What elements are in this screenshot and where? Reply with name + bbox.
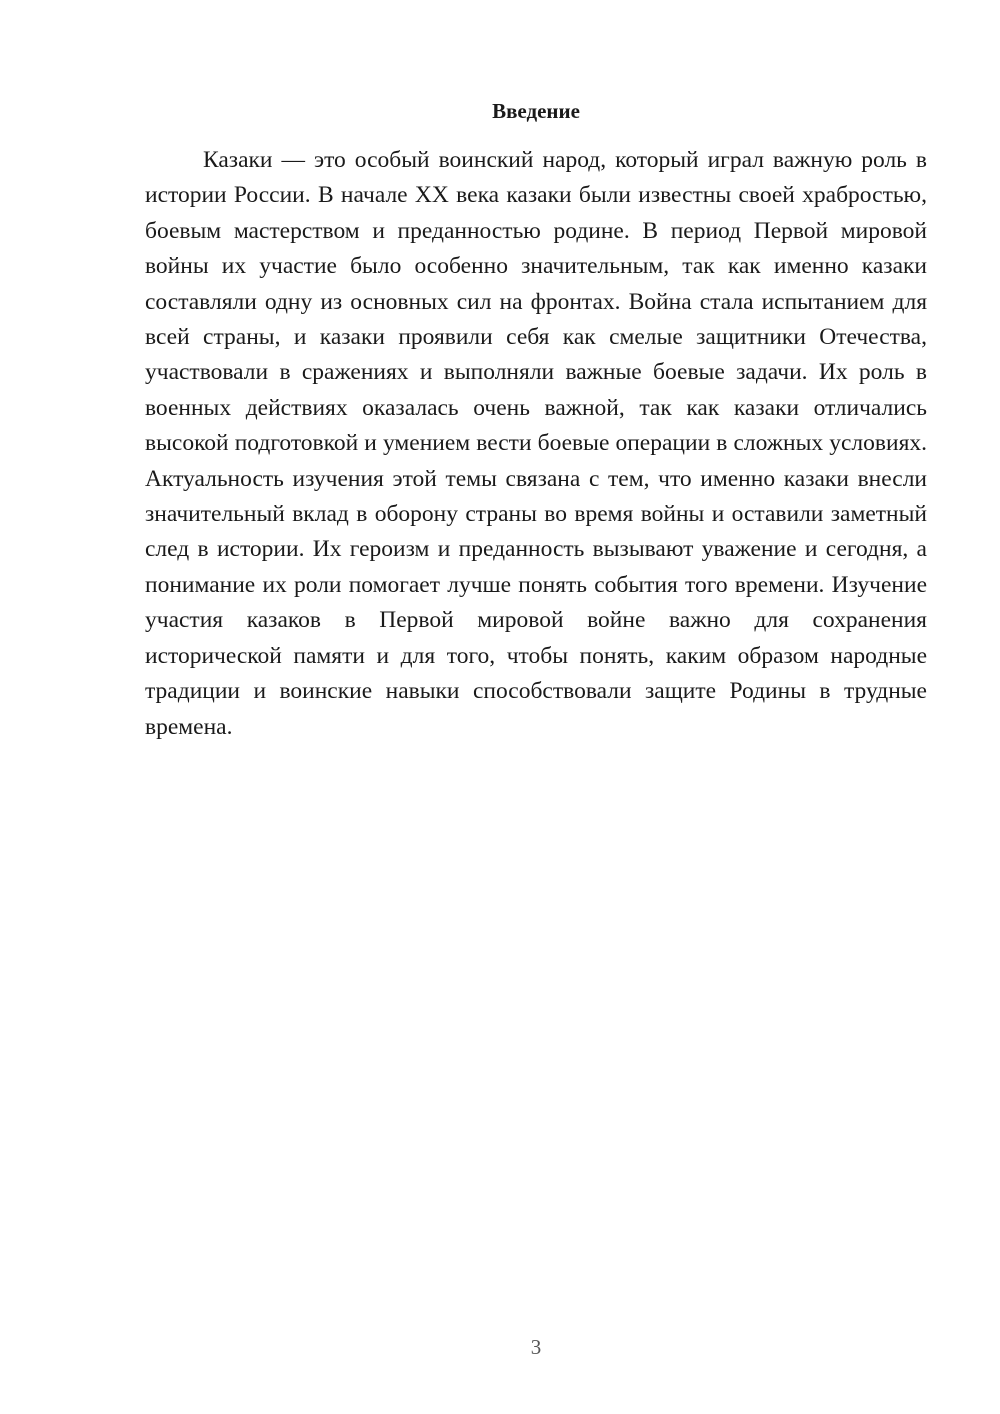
- body-paragraph: Казаки — это особый воинский народ, который играл важную роль в истории России. В начале XX века казаки были известны своей храбростью, боевым мастерством и преданностью родине. В период Первой мировой войны их участие было особенно значительным, так как именно казаки составляли одну из основных сил на фронтах. Война стала испытанием для всей страны, и казаки проявили себя как смелые защитники Отечества, участвовали в сражениях и выполняли важные боевые задачи. Их роль в военных действиях оказалась очень важной, так как казаки отличались высокой подготовкой и умением вести боевые операции в сложных условиях. Актуальность изучения этой темы связана с тем, что именно казаки внесли значительный вклад в оборону страны во время войны и оставили заметный след в истории. Их героизм и преданность вызывают уважение и сегодня, а понимание их роли помогает лучше понять события того времени. Изучение участия казаков в Первой мировой войне важно для сохранения исторической памяти и для того, чтобы понять, каким образом народные традиции и воинские навыки способствовали защите Родины в трудные времена.: [145, 147, 927, 740]
- page-number: 3: [530, 1335, 542, 1359]
- section-heading: Введение: [492, 99, 580, 123]
